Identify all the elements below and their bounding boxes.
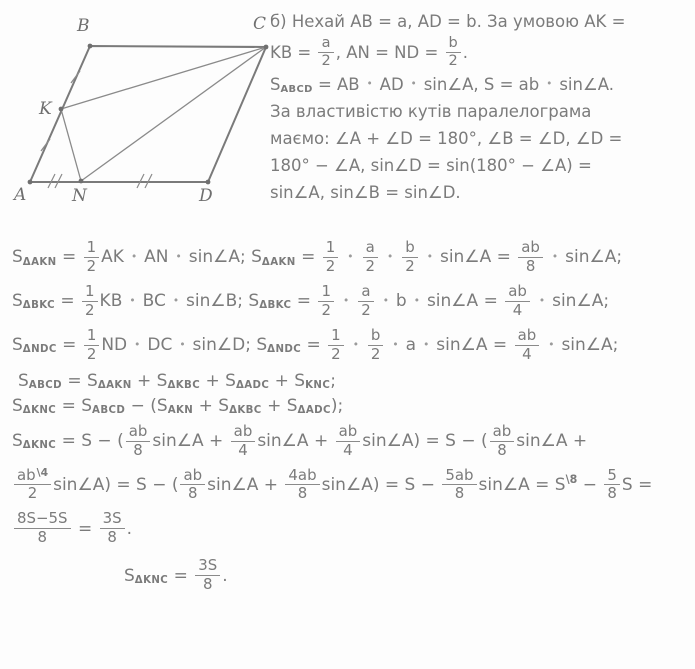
fraction: $\frac{ab^{\backslash 4}}{2}$: [14, 467, 51, 504]
fraction: $\frac{b}{2}$: [402, 239, 418, 276]
fraction: $\frac{a}{2}$: [358, 283, 374, 320]
area-knc-def: [12, 396, 689, 416]
multiplication-dot: •: [546, 79, 553, 91]
label-C: C: [253, 14, 267, 34]
knc-expand-1: [12, 423, 689, 460]
vertex-K: [59, 107, 64, 112]
fraction: $\frac{3S}{8}$: [100, 510, 125, 547]
area-akn: [12, 239, 689, 276]
multiplication-dot: •: [134, 339, 141, 352]
fraction: $\frac{a}{2}$: [363, 239, 379, 276]
parallelogram-outline: [30, 46, 266, 182]
fraction: $\frac{1}{2}$: [84, 239, 100, 276]
knc-final: [12, 557, 689, 594]
fraction: $\frac{ab}{4}$: [505, 283, 530, 320]
math-text: =: [168, 565, 194, 586]
math-text: a: [405, 335, 417, 356]
subscript: ABCD: [28, 379, 62, 391]
math-text: sin∠A) = S − (: [53, 474, 179, 495]
fraction: $\frac{ab}{4}$: [336, 423, 361, 460]
fraction: $\frac{1}{2}$: [328, 327, 344, 364]
math-text: sin∠A) = S − (: [362, 431, 488, 452]
segment-KN: [61, 109, 81, 181]
fraction: $\frac{5ab}{8}$: [442, 467, 476, 504]
area-bkc: [12, 283, 689, 320]
math-text: sin∠A =: [436, 335, 513, 356]
problem-statement-text: [270, 2, 689, 207]
parallelogram-diagram: [6, 2, 270, 232]
fraction: $\frac{b}{2}$: [446, 35, 461, 71]
geometry-figure: [6, 2, 270, 228]
math-text: = S: [56, 395, 93, 416]
math-text: sin∠A +: [207, 474, 284, 495]
subscript: ΔKBC: [229, 404, 262, 416]
math-text: =: [56, 247, 82, 268]
multiplication-dot: •: [366, 79, 373, 91]
math-text: =: [54, 291, 81, 312]
subscript: ΔADC: [297, 404, 331, 416]
fraction: $\frac{ab}{4}$: [231, 423, 256, 460]
multiplication-dot: •: [130, 251, 138, 264]
math-text: , AN = ND =: [335, 43, 444, 63]
math-text: sin∠A;: [561, 335, 619, 356]
math-text: S: [12, 431, 23, 452]
math-text: + S: [193, 395, 230, 416]
math-text: =: [301, 335, 327, 356]
math-text: −: [577, 474, 603, 495]
math-text: =: [72, 518, 98, 539]
math-text: = S − (: [56, 431, 124, 452]
vertex-D: [206, 180, 211, 185]
segment-KC: [61, 47, 266, 109]
math-text: DC: [147, 335, 173, 356]
math-text: sin∠D; S: [192, 335, 268, 356]
math-text: KB: [99, 291, 123, 312]
math-text: S: [12, 247, 23, 268]
subscript: ΔBKC: [22, 300, 55, 312]
intro-line-1: [270, 8, 689, 34]
math-text: S: [12, 335, 23, 356]
math-text: sin∠A, S = ab: [423, 75, 540, 95]
multiplication-dot: •: [179, 339, 186, 352]
multiplication-dot: •: [423, 339, 430, 352]
math-text: );: [330, 395, 344, 416]
fraction: $\frac{1}{2}$: [84, 327, 100, 364]
knc-expand-2: [12, 467, 689, 504]
subscript: ABCD: [280, 83, 313, 95]
fraction: $\frac{ab}{4}$: [515, 327, 540, 364]
math-text: б) Нехай AB = a, AD = b. За умовою AK =: [270, 11, 626, 31]
math-text: .: [222, 565, 228, 586]
fraction: $\frac{8S-5S}{8}$: [14, 510, 71, 547]
fraction: $\frac{b}{2}$: [368, 327, 384, 364]
subscript: ΔKBC: [167, 379, 201, 391]
intro-line-2: [270, 35, 689, 71]
subscript: ΔNDC: [22, 344, 57, 356]
math-text: sin∠A +: [152, 431, 229, 452]
fraction: $\frac{3S}{8}$: [195, 557, 220, 594]
math-text: За властивістю кутів паралелограма: [270, 102, 592, 122]
math-text: AN: [144, 247, 169, 268]
cancellation-mark: \4: [36, 465, 49, 479]
math-text: sin∠A;: [552, 291, 610, 312]
math-text: ;: [330, 370, 336, 391]
math-text: S: [270, 75, 281, 95]
math-text: .: [126, 518, 133, 539]
math-text: .: [462, 43, 469, 63]
math-text: маємо: ∠A + ∠D = 180°, ∠B = ∠D, ∠D =: [270, 129, 623, 149]
math-text: = AB: [312, 75, 360, 95]
math-text: b: [395, 291, 407, 312]
subscript: ΔNDC: [267, 344, 302, 356]
math-text: S =: [621, 474, 653, 495]
math-text: S: [12, 291, 23, 312]
cancellation-mark: \8: [565, 472, 578, 486]
math-text: sin∠B; S: [186, 291, 260, 312]
multiplication-dot: •: [347, 251, 354, 264]
fraction: $\frac{1}{2}$: [82, 283, 98, 320]
intro-line-5: [270, 126, 689, 152]
label-A: A: [14, 185, 27, 205]
math-text: =: [295, 247, 321, 268]
multiplication-dot: •: [352, 339, 359, 352]
math-text: − (S: [125, 395, 168, 416]
vertex-N: [79, 179, 84, 184]
math-text: sin∠A =: [426, 291, 504, 312]
intro-line-3: [270, 72, 689, 98]
math-text: ND: [101, 335, 128, 356]
fraction: $\frac{ab}{8}$: [180, 467, 205, 504]
fraction: $\frac{ab}{8}$: [126, 423, 151, 460]
multiplication-dot: •: [426, 251, 433, 264]
multiplication-dot: •: [129, 295, 136, 308]
fraction: $\frac{a}{2}$: [318, 35, 333, 71]
math-text: sin∠A;: [565, 247, 623, 268]
math-text: AK: [101, 247, 124, 268]
vertex-C: [264, 45, 269, 50]
math-text: + S: [200, 370, 236, 391]
math-text: sin∠A =: [439, 247, 517, 268]
math-text: + S: [131, 370, 168, 391]
math-text: sin∠A) = S −: [321, 474, 441, 495]
vertex-B: [88, 44, 93, 49]
math-text: sin∠A; S: [188, 247, 262, 268]
math-text: = S: [61, 370, 98, 391]
intro-line-4: [270, 99, 689, 125]
multiplication-dot: •: [551, 251, 559, 264]
subscript: ΔAKN: [97, 379, 132, 391]
intro-line-6: [270, 153, 689, 179]
math-text: sin∠A, sin∠B = sin∠D.: [270, 183, 461, 203]
multiplication-dot: •: [382, 295, 389, 308]
math-text: S: [18, 370, 29, 391]
area-ndc: [12, 327, 689, 364]
knc-simplify: [12, 510, 689, 547]
area-sum: [18, 371, 689, 391]
subscript: ΔKNC: [22, 404, 57, 416]
fraction: $\frac{5}{8}$: [604, 467, 620, 504]
subscript: AKN: [167, 404, 194, 416]
math-text: sin∠A = S: [478, 474, 566, 495]
solution-formulas: [6, 239, 689, 594]
math-text: AD: [379, 75, 404, 95]
math-text: 180° − ∠A, sin∠D = sin(180° − ∠A) =: [270, 156, 592, 176]
math-text: sin∠A.: [559, 75, 614, 95]
top-section: [6, 2, 689, 232]
fraction: $\frac{1}{2}$: [318, 283, 334, 320]
label-B: B: [77, 16, 90, 36]
multiplication-dot: •: [548, 339, 555, 352]
intro-line-7: [270, 180, 689, 206]
math-text: + S: [261, 395, 298, 416]
multiplication-dot: •: [175, 251, 182, 264]
math-text: KB =: [270, 43, 317, 63]
subscript: ΔADC: [235, 379, 270, 391]
math-text: sin∠A +: [257, 431, 334, 452]
multiplication-dot: •: [413, 295, 420, 308]
math-text: sin∠A +: [516, 431, 588, 452]
label-D: D: [199, 186, 213, 206]
vertex-A: [28, 180, 33, 185]
multiplication-dot: •: [410, 79, 417, 91]
fraction: $\frac{1}{2}$: [323, 239, 339, 276]
multiplication-dot: •: [172, 295, 180, 308]
math-text: S: [12, 395, 23, 416]
fraction: $\frac{ab}{8}$: [490, 423, 515, 460]
label-N: N: [72, 186, 87, 206]
multiplication-dot: •: [387, 251, 394, 264]
fraction: $\frac{4ab}{8}$: [285, 467, 319, 504]
subscript: KNC: [305, 379, 331, 391]
subscript: ΔKNC: [22, 440, 57, 452]
math-text: + S: [269, 370, 306, 391]
math-text: S: [124, 565, 135, 586]
fraction: $\frac{ab}{8}$: [518, 239, 543, 276]
subscript: ΔBKC: [259, 300, 292, 312]
multiplication-dot: •: [342, 295, 350, 308]
math-text: =: [291, 291, 317, 312]
label-K: K: [39, 99, 52, 119]
subscript: ΔKNC: [134, 574, 169, 586]
math-text: =: [56, 335, 82, 356]
subscript: ABCD: [92, 404, 126, 416]
multiplication-dot: •: [538, 295, 546, 308]
subscript: ΔAKN: [22, 256, 57, 268]
subscript: ΔAKN: [261, 256, 296, 268]
multiplication-dot: •: [392, 339, 399, 352]
math-text: BC: [142, 291, 166, 312]
